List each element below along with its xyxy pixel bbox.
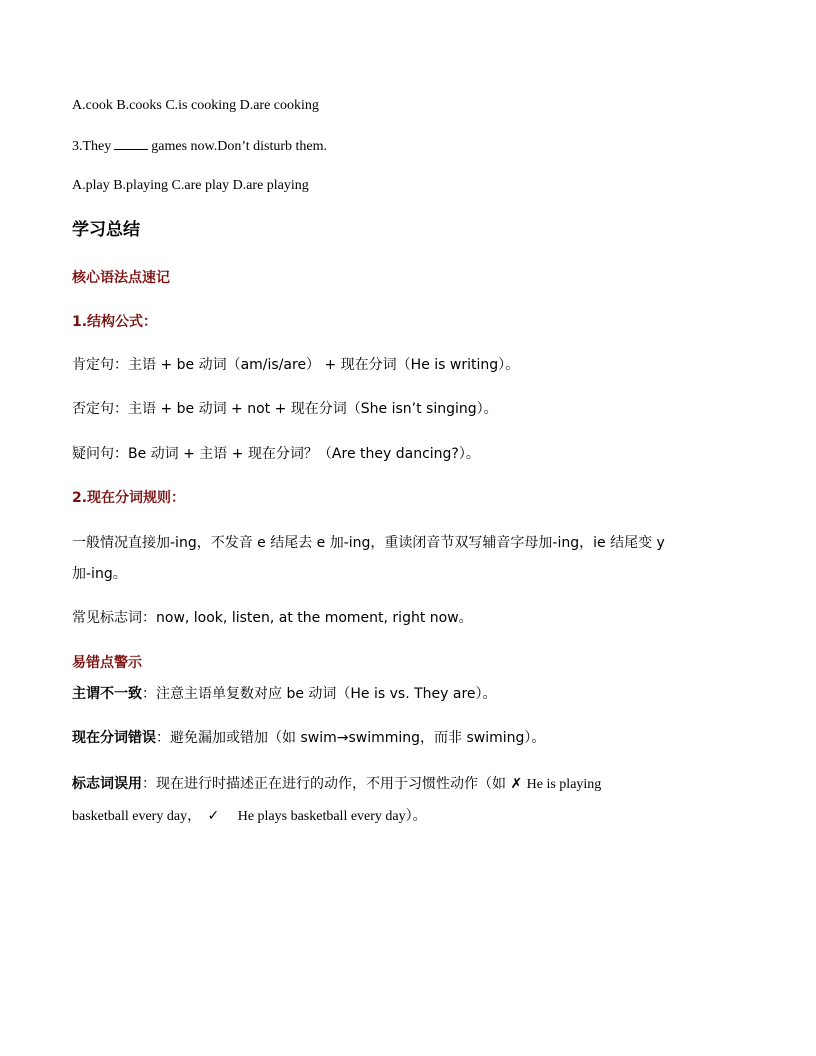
error-signal-text: ：现在进行时描述正在进行的动作，不用于习惯性动作（如 [142,776,506,792]
cross-mark-icon: ✗ [510,776,523,792]
wrong-example-cont: basketball every day， [72,809,202,824]
participle-rule-line1: 一般情况直接加-ing，不发音 e 结尾去 e 加-ing，重读闭音节双写辅音字母加-ing，ie 结尾变 y [72,535,665,551]
error-participle-text: ：避免漏加或错加（如 swim→swimming，而非 swiming）。 [156,730,546,746]
common-errors-heading: 易错点警示 [72,655,142,671]
error-participle-label: 现在分词错误 [72,730,156,746]
q3-suffix: games now.Don’t disturb them. [151,139,328,154]
core-grammar-heading: 核心语法点速记 [72,270,170,286]
participle-rule-line2: 加-ing。 [72,566,127,582]
wrong-example: He is playing [526,777,602,792]
error-agreement [72,685,497,703]
q3-options: A.play B.playing C.are play D.are playing [72,178,309,193]
question-formula: 疑问句：Be 动词 + 主语 + 现在分词？（Are they dancing?）。 [72,446,480,462]
participle-heading: 2.现在分词规则： [72,490,186,506]
structure-heading: 1.结构公式： [72,314,158,330]
signal-words: 常见标志词：now, look, listen, at the moment, right now。 [72,610,473,626]
q2-options: A.cook B.cooks C.is cooking D.are cooking [72,98,319,113]
section-title: 学习总结 [72,220,140,240]
error-agreement-text: ：注意主语单复数对应 be 动词（He is vs. They are）。 [142,686,497,702]
error-agreement-label: 主谓不一致 [72,686,142,702]
negative-formula: 否定句：主语 + be 动词 + not + 现在分词（She isn’t singing）。 [72,401,498,417]
answer-blank [114,137,148,150]
error-participle [72,729,545,747]
right-example: He plays basketball every day）。 [237,809,427,824]
affirmative-formula: 肯定句：主语 + be 动词（am/is/are） + 现在分词（He is writing）。 [72,357,520,373]
error-signal-line2 [72,807,427,826]
error-signal-line1 [72,775,601,794]
check-mark-icon: ✓ [207,808,220,824]
question-3 [72,137,327,156]
q3-prefix: 3.They [72,139,112,154]
error-signal-label: 标志词误用 [72,776,142,792]
